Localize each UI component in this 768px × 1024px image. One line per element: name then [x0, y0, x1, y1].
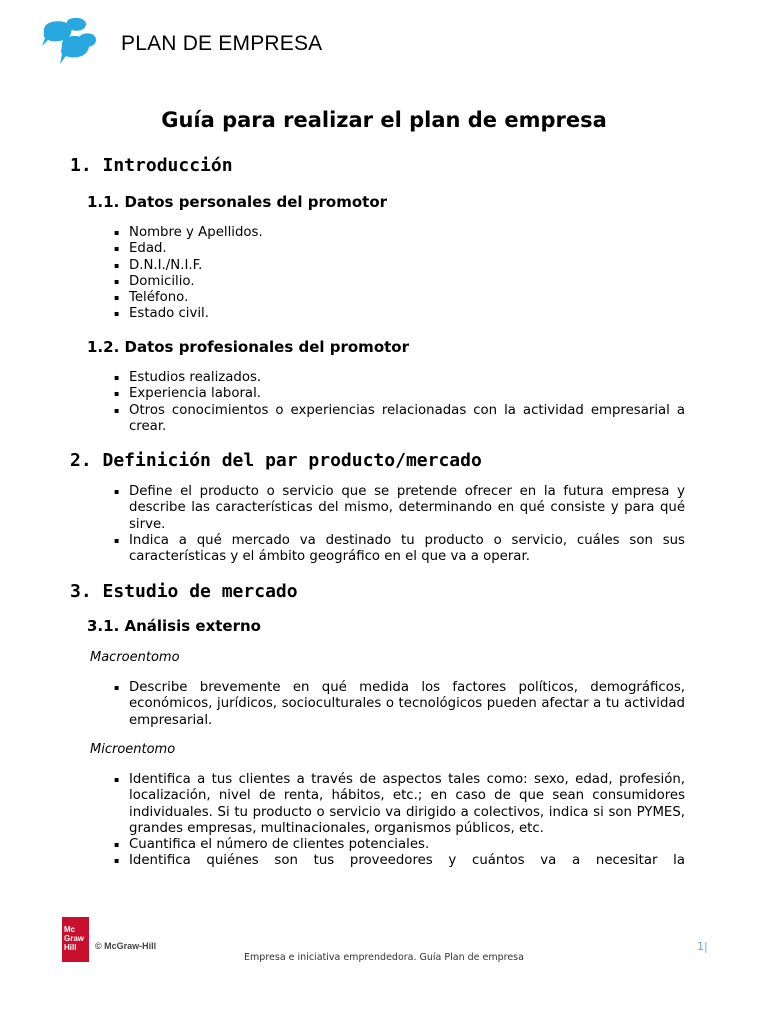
section-1-2-heading: 1.2. Datos profesionales del promotor	[87, 338, 409, 356]
section-1-1-list	[114, 225, 685, 323]
footer-text: Empresa e iniciativa emprendedora. Guía Plan de empresa	[244, 952, 524, 963]
list-item: ▪ Nombre y Apellidos.	[114, 225, 685, 241]
page-number: 1|	[697, 940, 708, 953]
list-item: ▪ Edad.	[114, 241, 685, 257]
copyright-text: © McGraw-Hill	[95, 941, 157, 951]
section-1-2-list	[114, 370, 685, 435]
section-2-list	[114, 484, 685, 565]
macroentorno-list	[114, 680, 685, 729]
macroentorno-label: Macroentomo	[90, 650, 180, 665]
microentorno-label: Microentomo	[90, 742, 176, 757]
list-item: ▪ D.N.I./N.I.F.	[114, 258, 685, 274]
section-2-heading: 2. Definición del par producto/mercado	[70, 450, 482, 471]
header-title: PLAN DE EMPRESA	[121, 32, 323, 55]
mcgraw-hill-logo: Mc Graw Hill	[62, 917, 89, 962]
speech-bubbles-logo-icon	[40, 16, 100, 66]
list-item: ▪ Indica a qué mercado va destinado tu producto o servicio, cuáles son sus características y el ámbito geográfico en el que va a operar.	[114, 533, 685, 566]
list-item: ▪ Estado civil.	[114, 306, 685, 322]
section-1-1-heading: 1.1. Datos personales del promotor	[87, 193, 388, 211]
list-item: ▪ Identifica a tus clientes a través de aspectos tales como: sexo, edad, profesión, localización, nivel de renta, hábitos, etc.; en caso de que sean consumidores individuales. Si tu producto o servicio va dirigido a colectivos, indica si son PYMES, grandes empresas, multinacionales, organismos públicos, etc.	[114, 772, 685, 837]
list-item: ▪ Domicilio.	[114, 274, 685, 290]
list-item: ▪ Experiencia laboral.	[114, 386, 685, 402]
document-title: Guía para realizar el plan de empresa	[161, 108, 607, 132]
microentorno-list	[114, 772, 685, 870]
list-item: ▪ Teléfono.	[114, 290, 685, 306]
section-3-1-heading: 3.1. Análisis externo	[87, 617, 261, 635]
list-item: ▪ Identifica quiénes son tus proveedores y cuántos va a necesitar la	[114, 853, 685, 869]
section-1-heading: 1. Introducción	[70, 155, 233, 176]
list-item: ▪ Cuantifica el número de clientes potenciales.	[114, 837, 685, 853]
list-item: ▪ Define el producto o servicio que se pretende ofrecer en la futura empresa y describe las características del mismo, determinando en qué consiste y para qué sirve.	[114, 484, 685, 533]
list-item: ▪ Otros conocimientos o experiencias relacionadas con la actividad empresarial a crear.	[114, 403, 685, 436]
list-item: ▪ Estudios realizados.	[114, 370, 685, 386]
section-3-heading: 3. Estudio de mercado	[70, 581, 298, 602]
list-item: ▪ Describe brevemente en qué medida los factores políticos, demográficos, económicos, jurídicos, socioculturales o tecnológicos pueden afectar a tu actividad empresarial.	[114, 680, 685, 729]
